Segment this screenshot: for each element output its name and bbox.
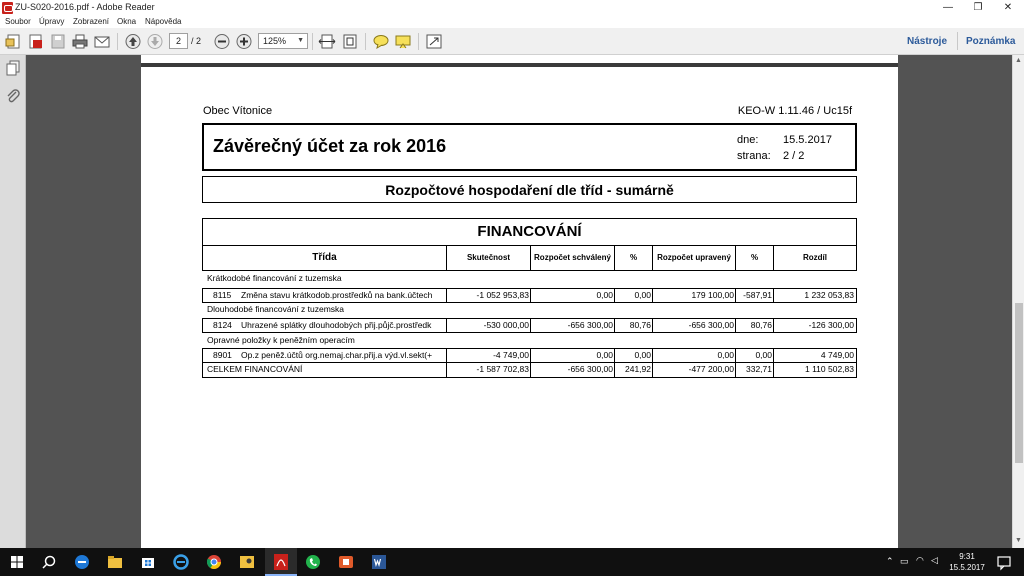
row-upraveny: -656 300,00 xyxy=(652,318,736,333)
group-label: Krátkodobé financování z tuzemska xyxy=(207,273,342,283)
minimize-button[interactable]: — xyxy=(943,2,953,13)
open-icon[interactable] xyxy=(5,33,23,50)
title-bar xyxy=(0,0,1024,16)
row-percent-2: -587,91 xyxy=(735,288,774,303)
row-schvaleny: -656 300,00 xyxy=(530,318,615,333)
notifications-icon[interactable] xyxy=(994,552,1014,572)
maximize-button[interactable]: ❐ xyxy=(973,2,983,13)
document-viewport xyxy=(26,55,1012,548)
document-reference: KEO-W 1.11.46 / Uc15f xyxy=(737,105,852,117)
zoom-in-icon[interactable] xyxy=(235,33,253,50)
page-value: 2 / 2 xyxy=(783,150,805,162)
document-title: Závěrečný účet za rok 2016 xyxy=(213,136,447,156)
organization-name: Obec Vítonice xyxy=(203,105,273,117)
scroll-up-icon[interactable]: ▲ xyxy=(1015,57,1022,64)
row-percent-1: 0,00 xyxy=(614,288,653,303)
next-page-icon[interactable] xyxy=(146,33,164,50)
fullscreen-icon[interactable] xyxy=(425,33,443,50)
page-label: strana: xyxy=(737,150,771,162)
section-title-box xyxy=(202,218,857,245)
menu-window[interactable]: Okna xyxy=(117,17,137,26)
office-app-icon[interactable] xyxy=(336,552,356,572)
taskbar-active-app[interactable] xyxy=(265,548,297,576)
total-upraveny: -477 200,00 xyxy=(652,363,736,378)
total-percent-1: 241,92 xyxy=(614,363,653,378)
subtitle-box xyxy=(202,176,857,203)
total-rozdil: 1 110 502,83 xyxy=(773,363,857,378)
total-label: CELKEM FINANCOVÁNÍ xyxy=(202,363,447,378)
row-code: 8124 xyxy=(202,318,237,333)
highlight-icon[interactable] xyxy=(394,33,412,50)
page-thumbnails-icon[interactable] xyxy=(5,60,21,76)
title-box xyxy=(202,123,857,171)
header-skutecnost: Skutečnost xyxy=(446,245,531,271)
total-skutecnost: -1 587 702,83 xyxy=(446,363,531,378)
document-subtitle: Rozpočtové hospodaření dle tříd - sumárně xyxy=(385,182,674,198)
toolbar xyxy=(0,28,1024,55)
menu-file[interactable]: Soubor xyxy=(5,17,31,26)
chevron-down-icon: ▼ xyxy=(297,37,304,44)
search-icon[interactable] xyxy=(39,552,59,572)
file-explorer-icon[interactable] xyxy=(105,552,125,572)
row-percent-2: 80,76 xyxy=(735,318,774,333)
navigation-panel xyxy=(0,55,26,548)
menu-help[interactable]: Nápověda xyxy=(145,17,182,26)
internet-explorer-icon[interactable] xyxy=(171,552,191,572)
tools-button[interactable]: Nástroje xyxy=(907,36,948,47)
page-total: / 2 xyxy=(191,36,202,46)
group-label: Opravné položky k peněžním operacím xyxy=(207,335,355,345)
row-rozdil: 4 749,00 xyxy=(773,348,857,363)
row-upraveny: 0,00 xyxy=(652,348,736,363)
network-icon[interactable]: ◠ xyxy=(916,555,924,565)
row-rozdil: 1 232 053,83 xyxy=(773,288,857,303)
store-icon[interactable] xyxy=(138,552,158,572)
toolbar-separator xyxy=(312,33,313,50)
menu-bar xyxy=(0,16,1024,28)
header-rozpocet-upraveny: Rozpočet upravený xyxy=(652,245,736,271)
row-percent-1: 80,76 xyxy=(614,318,653,333)
photo-viewer-icon[interactable] xyxy=(237,552,257,572)
header-trida: Třída xyxy=(202,245,447,271)
page-break xyxy=(141,63,898,67)
skype-icon[interactable] xyxy=(303,552,323,572)
clock[interactable] xyxy=(947,551,987,573)
toolbar-separator xyxy=(365,33,366,50)
attachments-icon[interactable] xyxy=(5,88,21,104)
menu-edit[interactable]: Úpravy xyxy=(39,17,65,26)
close-button[interactable]: ✕ xyxy=(1003,2,1013,13)
clock-time: 9:31 xyxy=(959,552,975,561)
row-schvaleny: 0,00 xyxy=(530,348,615,363)
fit-width-icon[interactable] xyxy=(318,33,336,50)
toolbar-separator xyxy=(418,33,419,50)
row-code: 8115 xyxy=(202,288,237,303)
fit-page-icon[interactable] xyxy=(341,33,359,50)
row-rozdil: -126 300,00 xyxy=(773,318,857,333)
row-percent-2: 0,00 xyxy=(735,348,774,363)
date-value: 15.5.2017 xyxy=(783,134,832,146)
scrollbar-thumb[interactable] xyxy=(1015,303,1023,463)
date-label: dne: xyxy=(737,134,759,146)
toolbar-separator xyxy=(957,32,958,50)
comment-icon[interactable] xyxy=(372,33,390,50)
row-name: Op.z peněž.účtů org.nemaj.char.přij.a výd.vl.sekt(+ xyxy=(237,348,447,363)
volume-icon[interactable]: ◁ xyxy=(931,555,938,565)
battery-icon[interactable]: ▭ xyxy=(900,556,909,566)
row-name: Změna stavu krátkodob.prostředků na bank.účtech xyxy=(237,288,447,303)
page-number-input[interactable]: 2 xyxy=(169,33,188,49)
comment-button[interactable]: Poznámka xyxy=(966,36,1016,47)
section-title: FINANCOVÁNÍ xyxy=(477,223,582,240)
zoom-out-icon[interactable] xyxy=(213,33,231,50)
save-icon[interactable] xyxy=(49,33,67,50)
clock-date: 15.5.2017 xyxy=(949,563,985,572)
menu-view[interactable]: Zobrazení xyxy=(73,17,110,26)
row-name: Uhrazené splátky dlouhodobých přij.půjč.prostředk xyxy=(237,318,447,333)
header-percent-2: % xyxy=(735,245,774,271)
email-icon[interactable] xyxy=(93,33,111,50)
row-skutecnost: -1 052 953,83 xyxy=(446,288,531,303)
word-icon[interactable] xyxy=(369,552,389,572)
row-skutecnost: -530 000,00 xyxy=(446,318,531,333)
vertical-scrollbar[interactable] xyxy=(1012,55,1024,548)
row-upraveny: 179 100,00 xyxy=(652,288,736,303)
previous-page-icon[interactable] xyxy=(124,33,142,50)
tray-expand-icon[interactable]: ⌃ xyxy=(886,556,894,566)
zoom-value: 125% xyxy=(263,36,287,46)
print-icon[interactable] xyxy=(71,33,89,50)
taskbar xyxy=(0,548,1024,576)
window-title: ZU-S020-2016.pdf - Adobe Reader xyxy=(15,2,155,12)
row-skutecnost: -4 749,00 xyxy=(446,348,531,363)
chrome-icon[interactable] xyxy=(204,552,224,572)
header-percent-1: % xyxy=(614,245,653,271)
group-label: Dlouhodobé financování z tuzemska xyxy=(207,304,345,314)
row-percent-1: 0,00 xyxy=(614,348,653,363)
pdf-page xyxy=(141,55,898,548)
scroll-down-icon[interactable]: ▼ xyxy=(1015,537,1022,544)
header-rozdil: Rozdíl xyxy=(773,245,857,271)
row-code: 8901 xyxy=(202,348,237,363)
total-schvaleny: -656 300,00 xyxy=(530,363,615,378)
windows-start-icon[interactable] xyxy=(7,552,27,572)
zoom-select[interactable] xyxy=(258,33,308,49)
header-rozpocet-schvaleny: Rozpočet schválený xyxy=(530,245,615,271)
create-pdf-icon[interactable] xyxy=(27,33,45,50)
row-schvaleny: 0,00 xyxy=(530,288,615,303)
toolbar-separator xyxy=(117,33,118,50)
total-percent-2: 332,71 xyxy=(735,363,774,378)
adobe-reader-icon xyxy=(2,2,13,14)
edge-browser-icon[interactable] xyxy=(72,552,92,572)
